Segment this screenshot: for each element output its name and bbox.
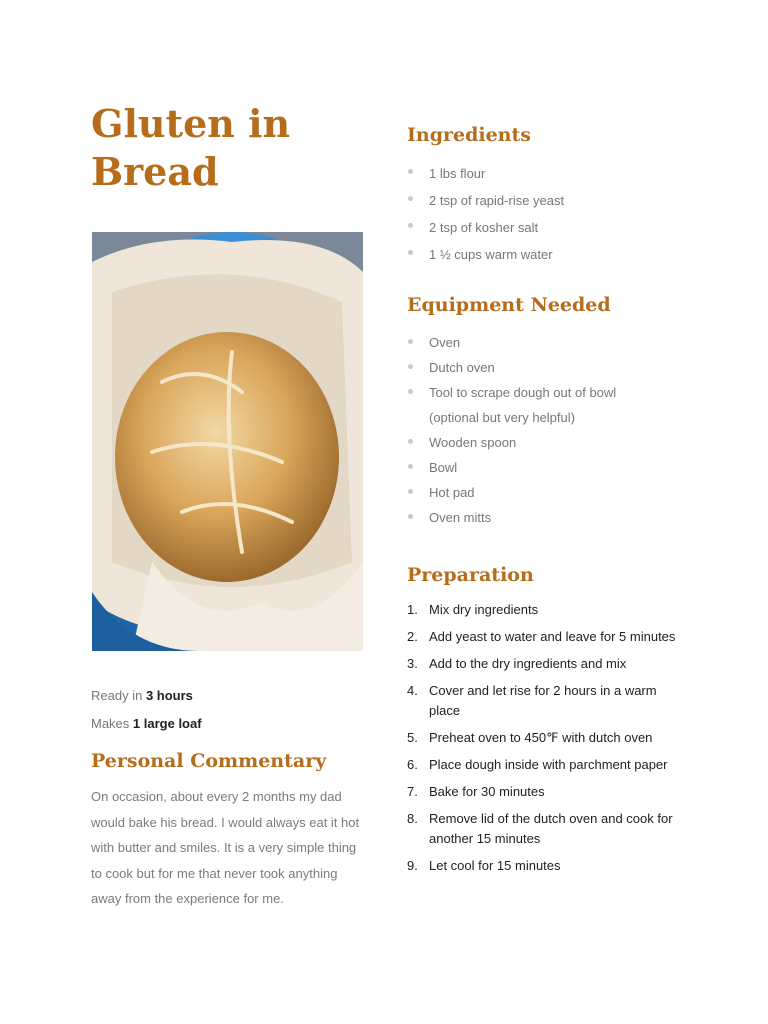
step-text: Mix dry ingredients	[429, 602, 539, 617]
ingredients-list	[407, 160, 697, 268]
ingredient-item: 1 ½ cups warm water	[407, 241, 697, 268]
ingredient-item: 2 tsp of rapid-rise yeast	[407, 187, 697, 214]
ingredient-item: 2 tsp of kosher salt	[407, 214, 697, 241]
step-number: 5.	[407, 730, 418, 745]
step-item	[407, 681, 687, 721]
commentary-heading: Personal Commentary	[91, 750, 327, 772]
step-item	[407, 654, 687, 674]
step-number: 7.	[407, 784, 418, 799]
equipment-item: Hot pad	[407, 480, 647, 505]
makes-label: Makes	[91, 716, 130, 731]
commentary-text: On occasion, about every 2 months my dad would bake his bread. I would always eat it hot with butter and smiles. It is a very simple thing to cook but for me that never took anything away from the experience for me.	[91, 789, 360, 906]
step-item	[407, 856, 687, 876]
step-item	[407, 728, 687, 748]
step-item	[407, 627, 687, 647]
step-text: Preheat oven to 450℉ with dutch oven	[429, 730, 653, 745]
step-text: Add yeast to water and leave for 5 minutes	[429, 629, 676, 644]
step-text: Add to the dry ingredients and mix	[429, 656, 627, 671]
equipment-item: Dutch oven	[407, 355, 647, 380]
equipment-item: Wooden spoon	[407, 430, 647, 455]
step-number: 6.	[407, 757, 418, 772]
step-item	[407, 755, 687, 775]
preparation-steps	[407, 600, 687, 883]
step-number: 3.	[407, 656, 418, 671]
step-number: 2.	[407, 629, 418, 644]
equipment-item: Oven mitts	[407, 505, 647, 530]
equipment-heading: Equipment Needed	[407, 294, 611, 316]
step-text: Place dough inside with parchment paper	[429, 757, 668, 772]
step-number: 4.	[407, 683, 418, 698]
equipment-list	[407, 330, 647, 530]
step-item	[407, 600, 687, 620]
ingredients-heading: Ingredients	[407, 124, 531, 146]
equipment-item: Oven	[407, 330, 647, 355]
yield	[91, 716, 202, 731]
step-item	[407, 809, 687, 849]
preparation-heading: Preparation	[407, 564, 534, 586]
equipment-item: Bowl	[407, 455, 647, 480]
step-item	[407, 782, 687, 802]
step-number: 9.	[407, 858, 418, 873]
step-text: Cover and let rise for 2 hours in a warm place	[429, 683, 657, 718]
step-text: Remove lid of the dutch oven and cook for another 15 minutes	[429, 811, 673, 846]
step-text: Bake for 30 minutes	[429, 784, 545, 799]
step-number: 1.	[407, 602, 418, 617]
ready-time	[91, 688, 193, 703]
equipment-item: Tool to scrape dough out of bowl (optional but very helpful)	[407, 380, 647, 430]
makes-value: 1 large loaf	[132, 716, 202, 731]
step-number: 8.	[407, 811, 418, 826]
ready-value: 3 hours	[145, 688, 193, 703]
page-title: Gluten in Bread	[91, 101, 291, 194]
ready-label: Ready in	[91, 688, 143, 703]
ingredient-item: 1 lbs flour	[407, 160, 697, 187]
step-text: Let cool for 15 minutes	[429, 858, 561, 873]
bread-photo	[92, 232, 363, 651]
